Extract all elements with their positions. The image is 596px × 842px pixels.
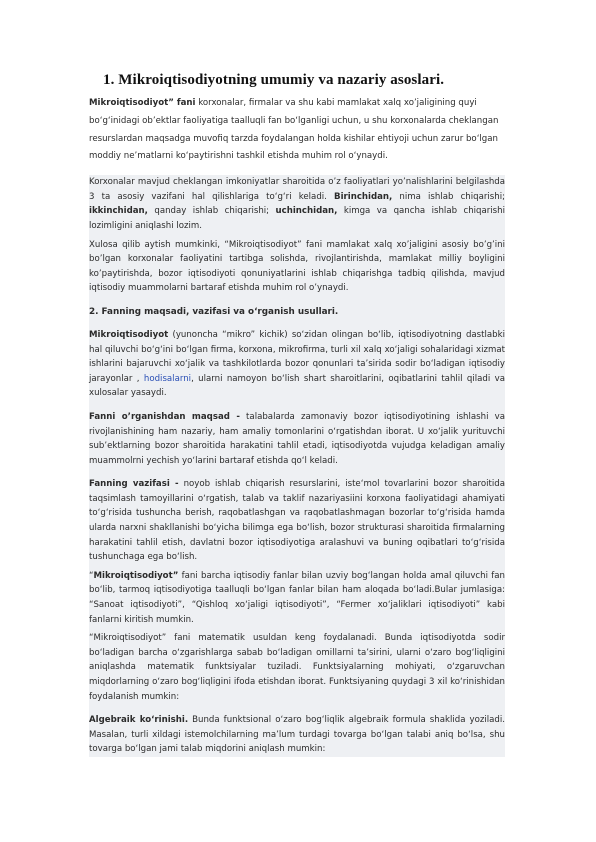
text-run: Korxonalar mavjud cheklangan imkoniyatlar sharoitida o’z faoliyatlari yo’nalishlarini belgilashda 3 ta asosiy vazifani hal qilishlariga to‘g‘ri keladi. [89,177,505,202]
paragraph-task [89,477,505,565]
text-run: , ularni namoyon bo‘lish shart sharoitlarini, oqibatlarini tahlil qiladi va xulosalar yasaydi. [89,373,505,399]
text-run: noyob ishlab chiqarish resurslarini, iste‘mol tovarlarini bozor sharoitida taqsimlash tamoyillarini o‘rgatish, talab va taklif nazariyasiini korxona faoliyatidagi ahamiyati to‘g‘risida tushuncha berish, raqobatlashgan va raqobatlashmagan bozorlar to‘g‘risida hamda ularda narxni shakllanishi bo‘yicha bilimga ega bo‘lish, bozor strukturasi sharoitida firmalarning harakatini tahlil etish, davlatni bozor iqtisodiyotiga aralashuvi va buning oqibatlari to‘g‘risida tushunchaga ega bo‘lish. [89,479,505,563]
link-hodisalarni[interactable]: hodisalarni [143,373,192,384]
bold-ikkinchidan: ikkinchidan, [89,206,148,217]
shaded-block [89,175,505,757]
bold-uchinchidan: uchinchidan, [275,206,338,217]
paragraph-intro [89,95,505,166]
term-mikroiqtisodiyot-fani: Mikroiqtisodiyot” fani [89,98,196,108]
section-number: 2 [89,306,96,317]
text-run: Bunda funktsional o‘zaro bog‘liqlik algebraik formula shaklida yoziladi. Masalan, turli xildagi istemolchilarning ma’lum turdagi tovarga bo‘lgan talabi aniq bo‘lsa, shu tovarga bo‘lgan jami talab miqdorini aniqlash mumkin: [89,715,505,755]
bold-birinchidan: Birinchidan, [334,191,393,202]
paragraph-conclusion: Xulosa qilib aytish mumkinki, “Mikroiqtisodiyot” fani mamlakat xalq xo’jaligini asosiy bo’g’ini bo’lgan korxonalar faoliyatini tartibga solishda, rivojlantirishda, mamlakat milliy boyligini ko’paytirishda, bozor iqtisodiyoti qonuniyatlarini ishlab chiqarishga tadbiq qilishda, mavjud iqtisodiy muammolarni bartaraf etishda muhim rol o’ynaydi. [89,239,505,294]
term-fanning-vazifasi: Fanning vazifasi - [89,479,179,490]
text-run: nima ishlab chiqarishi; [392,191,505,202]
paragraph-tasks [89,175,505,233]
paragraph-math: “Mikroiqtisodiyot” fani matematik usuldan keng foydalanadi. Bunda iqtisodiyotda sodir bo‘ladigan barcha o‘zgarishlarga sabab bo‘ladigan omillarni ta’sirini, ularni o‘zaro bog‘liqligini aniqlashda matematik funktsiyalar tuziladi. Funktsiyalarning mohiyati, o‘zgaruvchan miqdorlarning o‘zaro bog‘liqligini ifoda etishdan iborat. Funktsiyaning quydagi 3 xil ko‘rinishidan foydalanish mumkin: [89,633,505,702]
text-run: kimga va qancha ishlab chiqarishi lozimligini aniqlashi lozim. [89,206,505,231]
text-run: “ [89,570,94,581]
term-algebraik: Algebraik ko‘rinishi. [89,715,189,726]
paragraph-definition [89,328,505,401]
text-run: qanday ishlab chiqarishi; [147,206,276,217]
text-run: fani barcha iqtisodiy fanlar bilan uzviy bog‘langan holda amal qiluvchi fan bo‘lib, tarmoq iqtisodiyotiga taalluqli bo‘lgan fanlar bilan ham aloqada bo‘ladi.Bular jumlasiga: “Sanoat iqtisodiyoti”, “Qishloq xo‘jaligi iqtisodiyoti”, “Fermer xo‘jaliklari iqtisodiyoti” kabi fanlarni kiritish mumkin. [89,570,505,625]
paragraph-relations [89,569,505,627]
paragraph-goal [89,410,505,468]
term-mikroiqtisodiyot: Mikroiqtisodiyot [89,329,169,340]
document-content [89,72,505,757]
paragraph-intro-text: korxonalar, firmalar va shu kabi mamlakat xalq xo’jaligining quyi bo‘g‘inidagi ob’ektlar faoliyatiga taalluqli fan bo‘lganligi uchun, u shu korxonalarda cheklangan resurslardan maqsadga muvofiq tarzda foydalangan holda kishilar ehtiyoji uchun zarur bo‘lgan moddiy ne’matlarni ko‘paytirishni tashkil etishda muhim rol o‘ynaydi. [89,98,499,162]
text-run: talabalarda zamonaviy bozor iqtisodiyotining ishlashi va rivojlanishining ham nazariy, ham amaliy tomonlarini o‘rgatishdan iborat. U xo‘jalik yurituvchi sub’ektlarning bozor sharoitida harakatini tahlil etadi, iqtisodiyotda vujudga keladigan amaliy muammolrni yechish yo‘larini bartaraf etishda qo‘l keladi. [89,411,505,466]
paragraph-algebraic [89,713,505,757]
text-run: (yunoncha “mikro” kichik) so‘zidan olingan bo‘lib, iqtisodiyotning dastlabki hal qiluvchi bo‘g‘ini bo‘lgan firma, korxona, mikrofirma, turli xil xalq xo‘jaligi sohalaridagi xizmat ishlarini bajaruvchi xo‘jalik va tashkilotlarda bozor qonunlari ta’sirida sodir bo‘ladigan iqtisodiy jarayonlar , [89,329,505,384]
section-title: . Fanning maqsadi, vazifasi va o‘rganish usullari. [95,306,339,317]
section-heading-2 [89,305,505,319]
section-heading-1: 1. Mikroiqtisodiyotning umumiy va nazariy asoslari. [103,72,445,88]
term-mikroiqtisodiyot-quoted: Mikroiqtisodiyot” [93,570,179,581]
term-fanni-maqsad: Fanni o’rganishdan maqsad - [89,411,240,422]
